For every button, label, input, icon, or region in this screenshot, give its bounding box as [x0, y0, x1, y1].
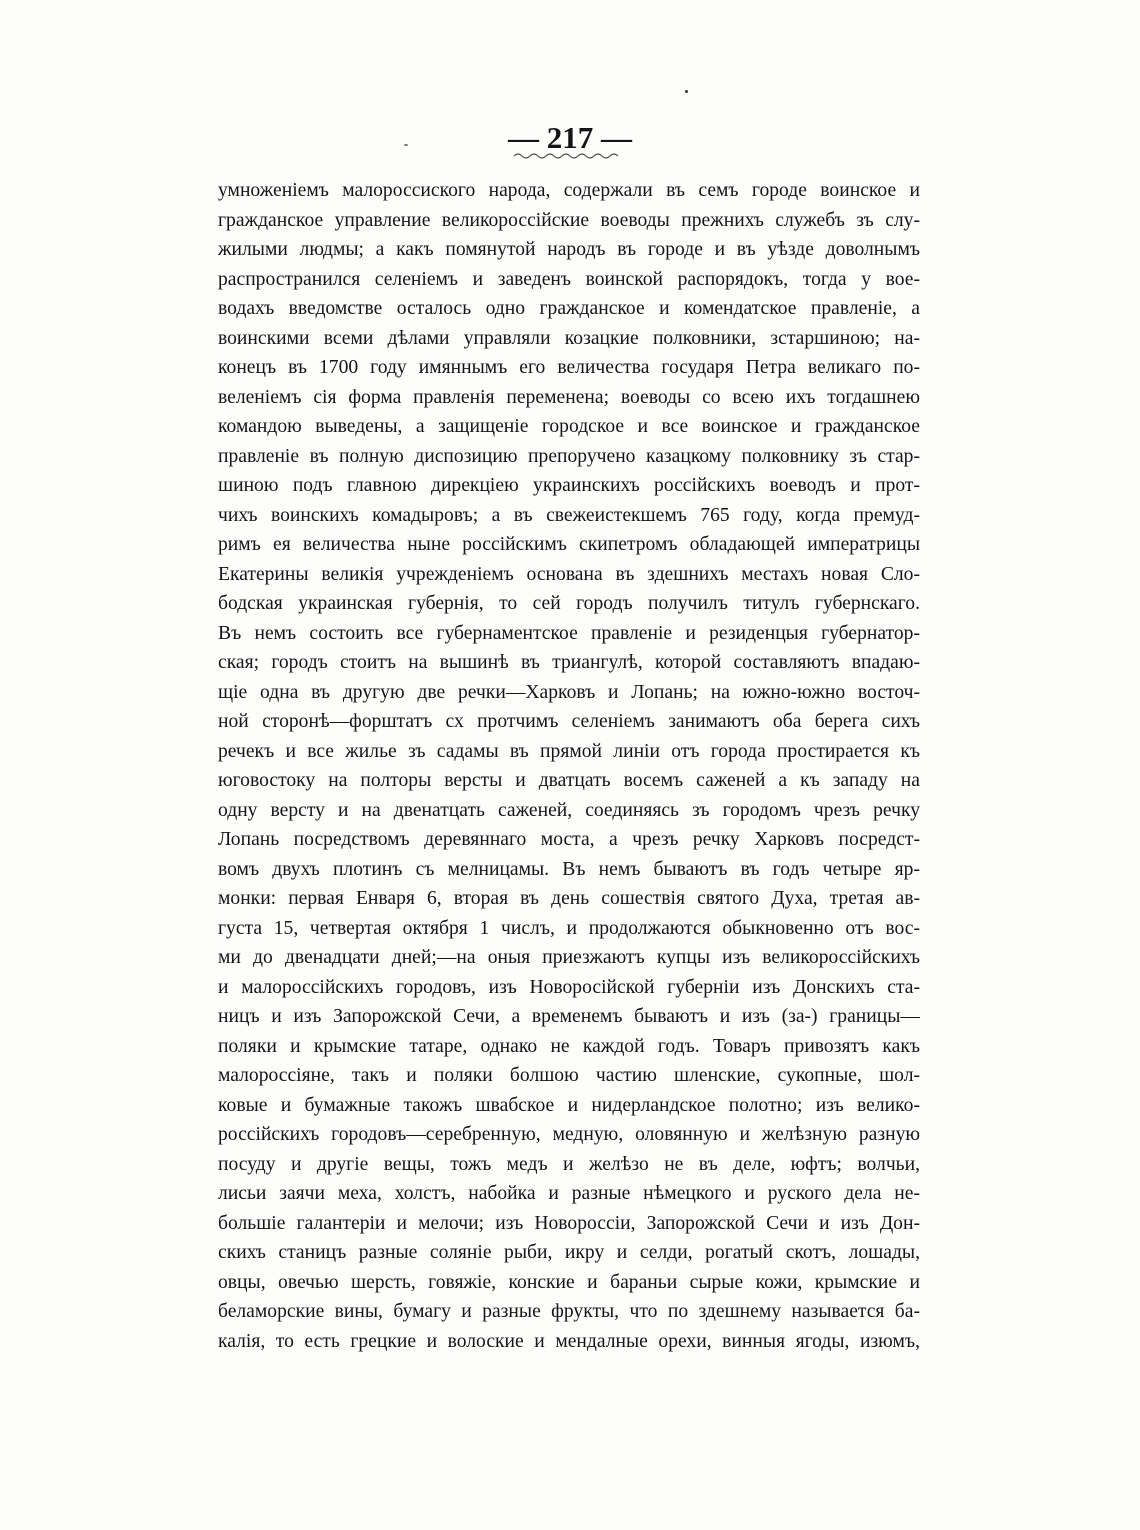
- text-line: россійскихъ городовъ—серебренную, медную, оловянную и желѣзную разную: [218, 1124, 920, 1145]
- text-line: умноженіемъ малороссиского народа, содержали въ семъ городе воинское и: [218, 180, 920, 201]
- text-line: шиною подъ главною дирекціею украинскихъ россійскихъ воеводъ и прот-: [218, 475, 920, 496]
- body-text: [218, 176, 920, 1356]
- text-line: калія, то есть грецкие и волоские и мендалные орехи, винныя ягоды, изюмъ,: [218, 1330, 920, 1352]
- text-line: речекъ и все жилье зъ садамы въ прямой линіи отъ города простирается къ: [218, 740, 920, 762]
- text-line: ская; городъ стоитъ на вышинѣ въ триангулѣ, которой составляютъ впадаю-: [218, 652, 920, 673]
- text-line: ницъ и изъ Запорожской Сечи, а временемъ бываютъ и изъ (за-) границы—: [218, 1006, 920, 1027]
- text-line: римъ ея величества ныне россійскимъ скипетромъ обладающей императрицы: [218, 534, 920, 555]
- text-line: Екатерины великія учрежденіемъ основана въ здешнихъ местахъ новая Сло-: [218, 563, 920, 585]
- text-line: конецъ въ 1700 году имяннымъ его величества государя Петра великаго по-: [218, 357, 920, 378]
- text-line: юговостоку на полторы версты и дватцать восемъ саженей а къ западу на: [218, 770, 920, 791]
- text-line: вомъ двухъ плотинъ съ мелницамы. Въ немъ бываютъ въ годъ четыре яр-: [218, 858, 920, 880]
- text-line: бодская украинская губернія, то сей городъ получилъ титулъ губернскаго.: [218, 593, 920, 614]
- text-line: монки: первая Енваря 6, вторая въ день сошествія святого Духа, третая ав-: [218, 888, 920, 909]
- text-line: лисьи заячи меха, холстъ, набойка и разные нѣмецкого и руского дела не-: [218, 1183, 920, 1204]
- text-line: поляки и крымские татаре, однако не каждой годъ. Товаръ привозятъ какъ: [218, 1035, 920, 1057]
- text-line: большіе галантеріи и мелочи; изъ Новороссіи, Запорожской Сечи и изъ Дон-: [218, 1212, 920, 1234]
- text-line: овцы, овечью шерсть, говяжіе, конские и бараньи сырые кожи, крымские и: [218, 1271, 920, 1293]
- page-number: — 217 —: [508, 120, 632, 155]
- text-line: Въ немъ состоить все губернаментское правленіе и резиденцыя губернатор-: [218, 622, 920, 644]
- text-line: гражданское управление великороссійские воеводы прежнихъ служебъ зъ слу-: [218, 209, 920, 231]
- text-line: правленіе въ полную диспозицию препоручено казацкому полковнику зъ стар-: [218, 445, 920, 467]
- text-line: щіе одна въ другую две речки—Харковъ и Лопань; на южно-южно восточ-: [218, 681, 920, 703]
- text-line: веленіемъ сія форма правленія переменена; воеводы со всею ихъ тогдашнею: [218, 386, 920, 408]
- text-line: посуду и другіе вещы, тожъ медъ и желѣзо не въ деле, юфтъ; волчьи,: [218, 1153, 920, 1175]
- page-number-ornament: [512, 152, 622, 160]
- text-line: воинскими всеми дѣлами управляли козацкие полковники, зстаршиною; на-: [218, 327, 920, 349]
- text-line: командою выведены, а защищеніе городское и все воинское и гражданское: [218, 416, 920, 437]
- text-line: малороссіяне, такъ и поляки болшою частию шленские, сукопные, шол-: [218, 1065, 920, 1086]
- text-line: Лопань посредствомъ деревяннаго моста, а чрезъ речку Харковъ посредст-: [218, 829, 920, 850]
- text-line: беламорские вины, бумагу и разные фрукты, что по здешнему называется ба-: [218, 1301, 920, 1322]
- text-line: ной сторонѣ—форштатъ сх протчимъ селеніемъ занимаютъ оба берега сихъ: [218, 711, 920, 732]
- text-line: водахъ введомстве осталось одно гражданское и комендатское правленіе, а: [218, 298, 920, 319]
- text-line: ковые и бумажные такожъ швабское и нидерландское полотно; изъ велико-: [218, 1094, 920, 1116]
- text-line: жилыми людмы; а какъ помянутой народъ въ городе и въ уѣзде доволнымъ: [218, 239, 920, 260]
- text-line: чихъ воинскихъ комадыровъ; а въ свежеистекшемъ 765 году, когда премуд-: [218, 504, 920, 526]
- print-speck: [404, 144, 408, 146]
- text-line: ми до двенадцати дней;—на оныя приезжаютъ купцы изъ великороссійскихъ: [218, 947, 920, 968]
- print-speck: [685, 90, 688, 93]
- text-line: и малороссійскихъ городовъ, изъ Новоросійской губерніи изъ Донскихъ ста-: [218, 976, 920, 998]
- text-line: одну версту и на двенатцать саженей, соединяясь зъ городомъ чрезъ речку: [218, 799, 920, 821]
- text-line: густа 15, четвертая октября 1 числъ, и продолжаются обыкновенно отъ вос-: [218, 917, 920, 939]
- text-line: скихъ станицъ разные соляніе рыби, икру и селди, рогатый скотъ, лошады,: [218, 1242, 920, 1263]
- text-line: распространился селеніемъ и заведенъ воинской распорядокъ, тогда у вое-: [218, 268, 920, 290]
